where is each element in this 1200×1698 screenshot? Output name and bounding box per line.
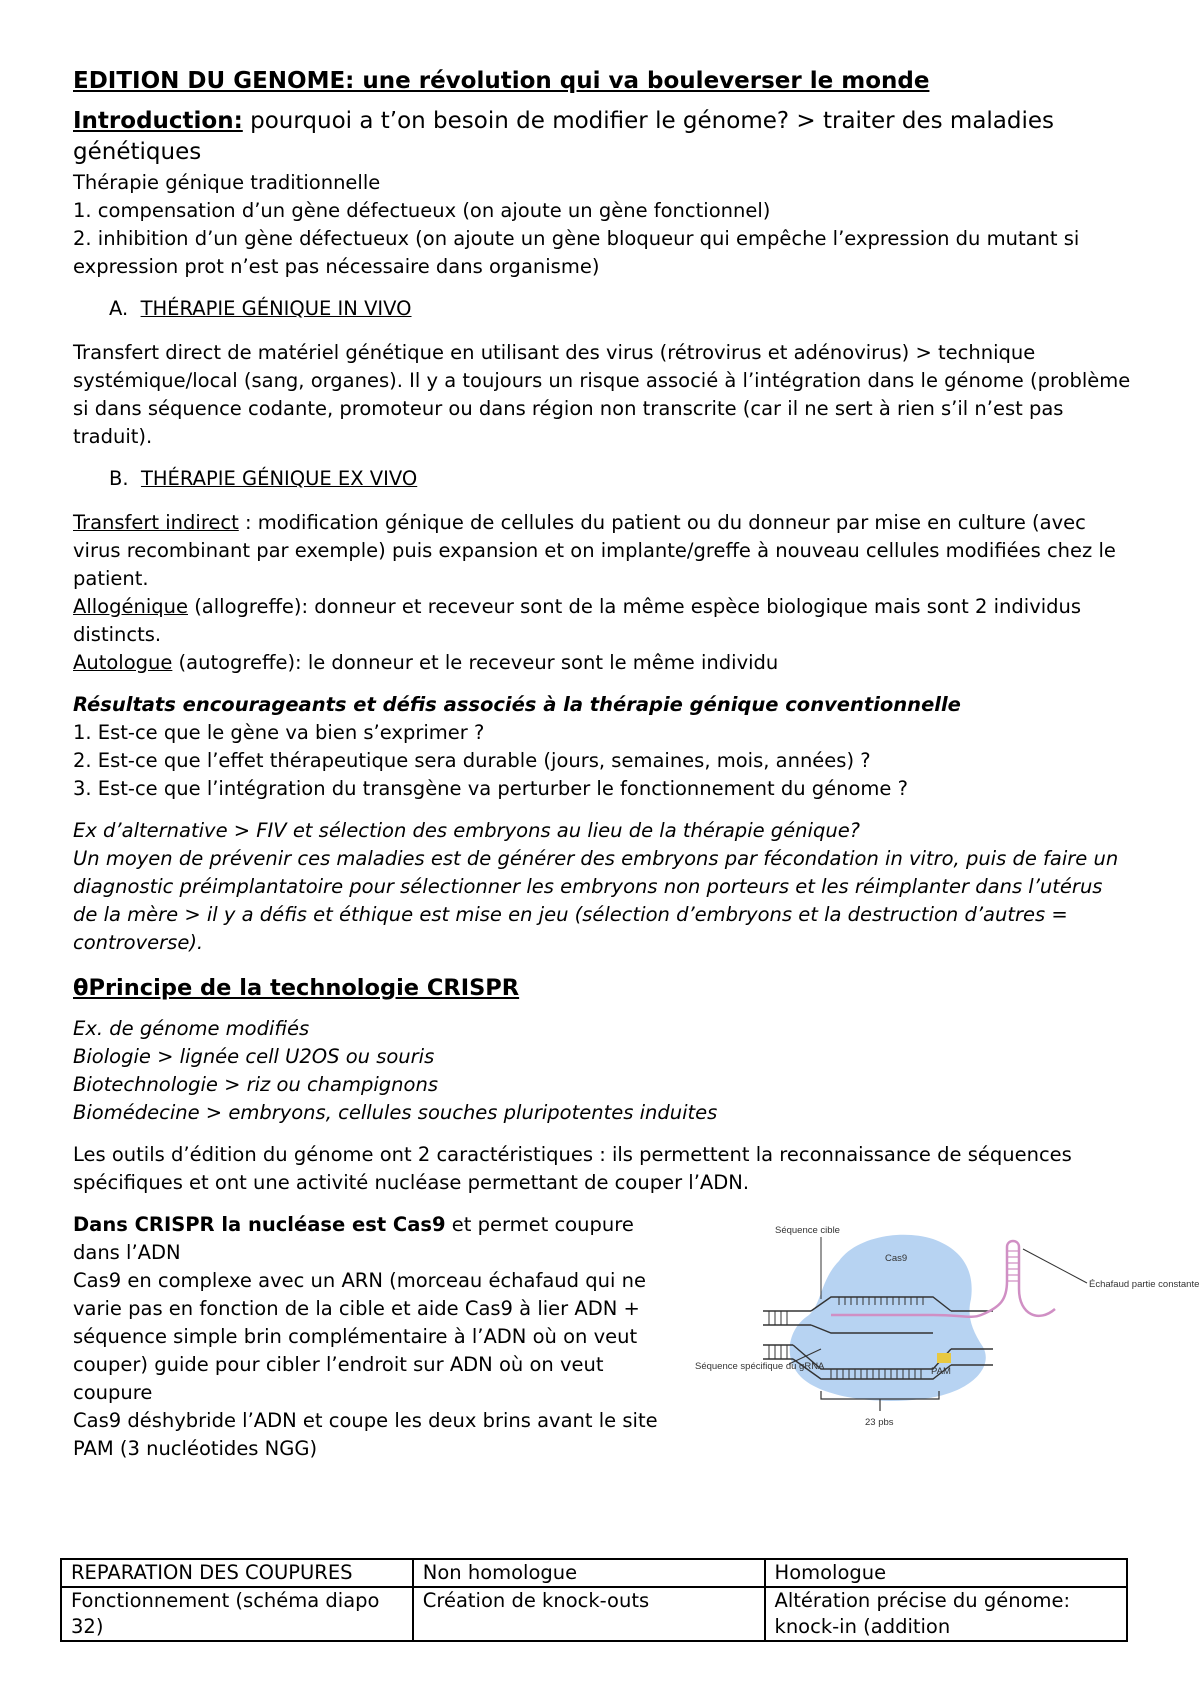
document-page: [73, 68, 1200, 1471]
table-header-row: [61, 1559, 1127, 1587]
example-line: Biotechnologie > riz ou champignons: [73, 1072, 438, 1096]
label-length: 23 pbs: [865, 1416, 894, 1428]
label-pam: PAM: [931, 1365, 951, 1377]
introduction-lead: Introduction:: [73, 108, 243, 134]
results-item: 2. Est-ce que l’effet thérapeutique sera durable (jours, semaines, mois, années) ?: [73, 748, 871, 772]
results-item: 1. Est-ce que le gène va bien s’exprimer ?: [73, 720, 485, 744]
label-scaffold: Échafaud partie constante: [1089, 1278, 1200, 1290]
section-a-letter: A.: [109, 296, 129, 320]
section-a-heading: [109, 295, 1133, 323]
grna-hairpin-ticks: [1007, 1251, 1019, 1281]
therapy-line: 2. inhibition d’un gène défectueux (on ajoute un gène bloqueur qui empêche l’expression du mutant si expression prot n’est pas nécessaire dans organisme): [73, 226, 1080, 278]
transfert-paragraph: [73, 509, 1133, 593]
results-item: 3. Est-ce que l’intégration du transgène va perturber le fonctionnement du génome ?: [73, 776, 908, 800]
example-line: Biologie > lignée cell U2OS ou souris: [73, 1044, 435, 1068]
label-cas9: Cas9: [885, 1252, 908, 1264]
section-a-body: Transfert direct de matériel génétique en utilisant des virus (rétrovirus et adénovirus) > technique systémique/local (sang, organes). Il y a toujours un risque associé à l’intégration dans le génome (problème si dans séquence codante, promoteur ou dans région non transcrite (car il ne sert à rien s’il n’est pas traduit).: [73, 340, 1131, 448]
section-a-title: THÉRAPIE GÉNIQUE IN VIVO: [140, 296, 412, 320]
results-heading: Résultats encourageants et défis associés à la thérapie génique conventionnelle: [73, 692, 961, 716]
table-header-cell: Non homologue: [413, 1559, 765, 1587]
allogenique-paragraph: [73, 593, 1133, 649]
crispr-cas9-diagram: [671, 1219, 1200, 1433]
autologue-term: Autologue: [73, 650, 173, 674]
alternative-question: Ex d’alternative > FIV et sélection des embryons au lieu de la thérapie génique?: [73, 818, 861, 842]
cas9-rest: et permet coupure dans l’ADN: [73, 1212, 634, 1264]
cas9-section: [73, 1211, 1200, 1471]
pam-marker: [937, 1353, 951, 1363]
section-b-heading: [109, 465, 1133, 493]
cas9-text: [73, 1211, 663, 1463]
crispr-heading-text: Principe de la technologie CRISPR: [88, 974, 520, 1001]
repair-table: [60, 1558, 1128, 1642]
transfert-term: Transfert indirect: [73, 510, 239, 534]
label-target-sequence: Séquence cible: [775, 1224, 840, 1236]
therapy-line: Thérapie génique traditionnelle: [73, 170, 381, 194]
table-cell: Fonctionnement (schéma diapo 32): [61, 1587, 413, 1641]
therapy-line: 1. compensation d’un gène défectueux (on ajoute un gène fonctionnel): [73, 198, 771, 222]
introduction-text: pourquoi a t’on besoin de modifier le génome? > traiter des maladies génétiques: [73, 108, 1055, 166]
table-header-cell: REPARATION DES COUPURES: [61, 1559, 413, 1587]
alternative-text: Un moyen de prévenir ces maladies est de générer des embryons par fécondation in vitro, puis de faire un diagnostic préimplantatoire pour sélectionner les embryons non porteurs et les réimplanter dans l’utérus de la mère > il y a défis et éthique est mise en jeu (sélection d’embryons et la destruction d’autres = controverse).: [73, 846, 1119, 954]
allogenique-term: Allogénique: [73, 594, 188, 618]
crispr-heading: [73, 975, 1133, 1001]
allogenique-text: (allogreffe): donneur et receveur sont de la même espèce biologique mais sont 2 individus distincts.: [73, 594, 1082, 646]
cas9-intro: [73, 1211, 663, 1267]
example-line: Ex. de génome modifiés: [73, 1016, 310, 1040]
cas9-complex: Cas9 en complexe avec un ARN (morceau échafaud qui ne varie pas en fonction de la cible et aide Cas9 à lier ADN + séquence simple brin complémentaire à l’ADN où on veut couper) guide pour cibler l’endroit sur ADN où on veut coupure: [73, 1268, 646, 1404]
tools-paragraph: Les outils d’édition du génome ont 2 caractéristiques : ils permettent la reconnaissance de séquences spécifiques et ont une activité nucléase permettant de couper l’ADN.: [73, 1142, 1072, 1194]
table-row: [61, 1587, 1127, 1641]
label-grna-specific: Séquence spécifique du gRNA: [695, 1360, 825, 1372]
table-cell: Altération précise du génome: knock-in (addition: [765, 1587, 1127, 1641]
example-line: Biomédecine > embryons, cellules souches pluripotentes induites: [73, 1100, 718, 1124]
section-b-title: THÉRAPIE GÉNIQUE EX VIVO: [140, 466, 418, 490]
cas9-bold: Dans CRISPR la nucléase est Cas9: [73, 1212, 446, 1236]
crispr-heading-prefix: θ: [73, 974, 89, 1001]
autologue-paragraph: [73, 649, 1133, 677]
introduction: [73, 106, 1133, 169]
cas9-cut: Cas9 déshybride l’ADN et coupe les deux brins avant le site PAM (3 nucléotides NGG): [73, 1408, 658, 1460]
autologue-text: (autogreffe): le donneur et le receveur sont le même individu: [172, 650, 779, 674]
table-header-cell: Homologue: [765, 1559, 1127, 1587]
document-title: EDITION DU GENOME: une révolution qui va bouleverser le monde: [73, 68, 930, 94]
section-b-letter: B.: [109, 466, 129, 490]
table-cell: Création de knock-outs: [413, 1587, 765, 1641]
transfert-text: : modification génique de cellules du patient ou du donneur par mise en culture (avec virus recombinant par exemple) puis expansion et on implante/greffe à nouveau cellules modifiées chez le patient.: [73, 510, 1116, 590]
